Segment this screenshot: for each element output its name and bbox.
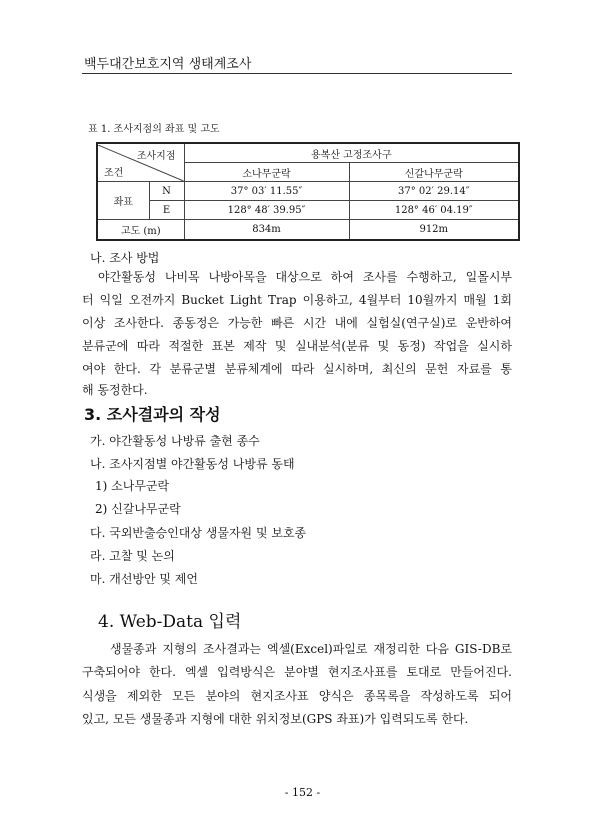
corner-top-label: 조사지점 bbox=[136, 150, 176, 162]
axis-label: E bbox=[149, 201, 184, 220]
alt-label: 고도 (m) bbox=[97, 220, 184, 241]
page-number: - 152 - bbox=[284, 786, 321, 799]
list-item: 1) 소나무군락 bbox=[95, 479, 170, 493]
table-cell: 834m bbox=[184, 220, 349, 241]
paragraph-line: 있고, 모든 생물종과 지형에 대한 위치정보(GPS 좌표)가 입력되도록 한다. bbox=[82, 712, 469, 726]
paragraph-line: 해 동정한다. bbox=[82, 383, 148, 397]
site-header: 신갈나무군락 bbox=[349, 163, 519, 182]
axis-label: N bbox=[149, 182, 184, 201]
table-caption: 표 1. 조사지점의 좌표 및 고도 bbox=[88, 124, 220, 135]
paragraph-line: 여야 한다. 각 분류군별 분류체계에 따라 실시하며, 최신의 문헌 자료를 통 bbox=[82, 362, 512, 376]
list-item: 나. 조사지점별 야간활동성 나방류 동태 bbox=[90, 457, 295, 471]
table-cell: 912m bbox=[349, 220, 519, 241]
corner-cell bbox=[97, 143, 184, 182]
paragraph-line: 야간활동성 나비목 나방아목을 대상으로 하여 조사를 수행하고, 일몰시부 bbox=[98, 270, 512, 284]
paragraph-line: 구축되어야 한다. 엑셀 입력방식은 분야별 현지조사표를 토대로 만들어진다. bbox=[82, 665, 512, 679]
coord-label: 좌표 bbox=[97, 182, 149, 220]
list-item: 라. 고찰 및 논의 bbox=[90, 549, 175, 563]
paragraph-line: 식생을 제외한 모든 분야의 현지조사표 양식은 종목록을 작성하도록 되어 bbox=[82, 689, 512, 703]
group-header: 용복산 고정조사구 bbox=[184, 143, 519, 163]
paragraph-line: 생물종과 지형의 조사결과는 엑셀(Excel)파일로 재정리한 다음 GIS-DB로 bbox=[110, 642, 512, 656]
site-header: 소나무군락 bbox=[184, 163, 349, 182]
paragraph-line: 분류군에 따라 적절한 표본 제작 및 실내분석(분류 및 동정) 작업을 실시하 bbox=[82, 339, 512, 353]
list-item: 2) 신갈나무군락 bbox=[95, 502, 181, 516]
list-item: 다. 국외반출승인대상 생물자원 및 보호종 bbox=[90, 526, 307, 540]
paragraph-line: 터 익일 오전까지 Bucket Light Trap 이용하고, 4월부터 10월까지 매월 1회 bbox=[82, 293, 512, 307]
survey-site-table bbox=[96, 142, 520, 241]
header-rule bbox=[82, 73, 512, 74]
section-heading: 3. 조사결과의 작성 bbox=[84, 405, 221, 424]
table-cell: 128° 48′ 39.95″ bbox=[184, 201, 349, 220]
paragraph-line: 이상 조사한다. 종동정은 가능한 빠른 시간 내에 실험실(연구실)로 운반하여 bbox=[82, 316, 512, 330]
list-item: 가. 야간활동성 나방류 출현 종수 bbox=[90, 434, 260, 448]
table-cell: 128° 46′ 04.19″ bbox=[349, 201, 519, 220]
table-cell: 37° 03′ 11.55″ bbox=[184, 182, 349, 201]
subsection-title: 나. 조사 방법 bbox=[90, 251, 160, 265]
running-header: 백두대간보호지역 생태계조사 bbox=[84, 57, 252, 72]
corner-bottom-label: 조건 bbox=[104, 167, 124, 179]
table-cell: 37° 02′ 29.14″ bbox=[349, 182, 519, 201]
section-heading: 4. Web-Data 입력 bbox=[98, 612, 242, 632]
list-item: 마. 개선방안 및 제언 bbox=[90, 572, 198, 586]
